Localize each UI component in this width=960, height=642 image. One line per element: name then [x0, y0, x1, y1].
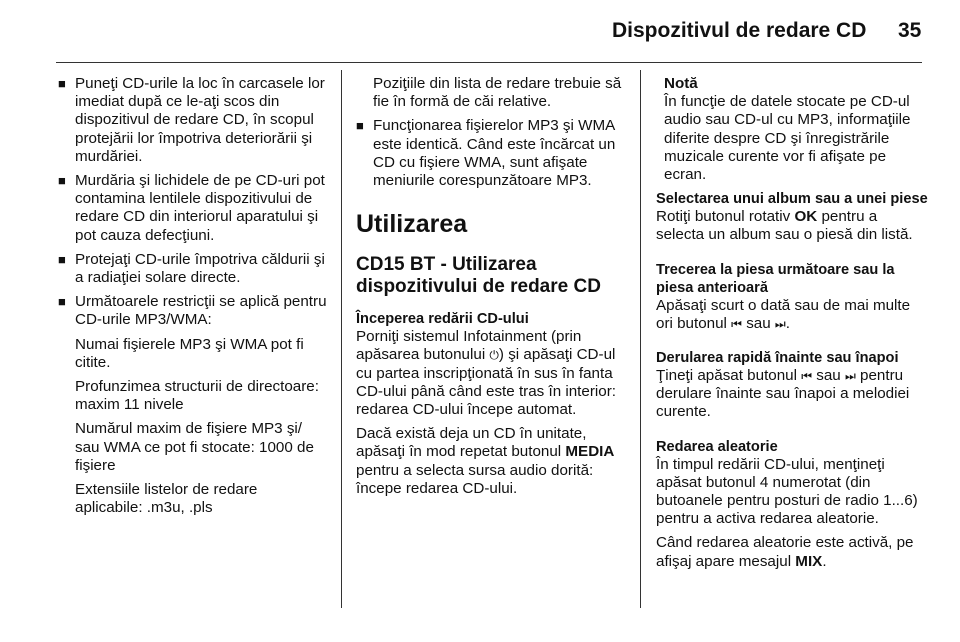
sub-item: Numărul maxim de fişiere MP3 şi/ sau WMA ce pot fi stocate: 1000 de fişiere — [75, 420, 314, 474]
column-divider-2 — [640, 70, 641, 608]
column-1 — [58, 75, 328, 523]
sub-item: Extensiile listelor de redare aplicabile: .m3u, .pls — [75, 481, 258, 517]
page-title: Dispozitivul de redare CD — [612, 19, 867, 42]
list-item: ■ Protejaţi CD-urile împotriva căldurii şi a radiaţiei solare directe. — [58, 250, 325, 287]
bullet-icon: ■ — [58, 76, 66, 91]
bullet-icon: ■ — [58, 251, 66, 267]
mix-message-label: MIX — [795, 552, 823, 570]
paragraph: Dacă există deja un CD în unitate, apăsaţi în mod repetat butonul MEDIA pentru a selecta sursa audio dorită: începe redarea CD-ului. — [356, 425, 615, 497]
note-body: În funcţie de datele stocate pe CD-ul audio sau CD-ul cu MP3, informaţiile diferite despre CD şi înregistrările muzicale curente vor fi afişate pe ecran. — [664, 93, 911, 184]
section-seek — [656, 349, 928, 422]
paragraph: Porniţi sistemul Infotainment (prin apăsarea butonului ⏻) şi apăsaţi CD-ul cu partea inscripţionată în sus în fanta CD-ului până când este tras în interior: redarea CD-ului începe automat. — [356, 328, 617, 419]
paragraph: Apăsaţi scurt o dată sau de mai multe ori butonul ⏮ sau ⏭. — [656, 296, 911, 332]
paragraph: Rotiţi butonul rotativ OK pentru a selecta un album sau o piesă din listă. — [656, 208, 913, 244]
paragraph: În timpul redării CD-ului, menţineţi apăsat butonul 4 numerotat (din butoanele pentru posturi de radio 1...6) pentru a activa redarea aleatorie. — [656, 455, 918, 528]
section-shuffle — [656, 438, 928, 571]
column-divider-1 — [341, 70, 342, 608]
header-divider — [56, 62, 922, 63]
page-number: 35 — [898, 19, 922, 42]
media-button-label: MEDIA — [565, 443, 615, 461]
section-next-prev — [656, 261, 928, 333]
sub-item: Profunzimea structurii de directoare: maxim 11 nivele — [75, 378, 319, 414]
topic-heading: Începerea redării CD-ului — [356, 311, 529, 328]
page-header — [0, 0, 960, 60]
list-item: ■ Puneţi CD-urile la loc în carcasele lor imediat după ce le-aţi scos din dispozitivul de redare CD, în scopul protejării lor împotriva deteriorării şi murdăriei. — [58, 75, 325, 165]
paragraph: Ţineţi apăsat butonul ⏮ sau ⏭ pentru derulare înainte sau înapoi a melodiei curente. — [656, 367, 910, 421]
list-item: ■ Următoarele restricţii se aplică pentru CD-urile MP3/WMA: — [58, 293, 327, 329]
column-2 — [356, 75, 631, 504]
ok-button-label: OK — [794, 208, 818, 226]
list-item: ■ Funcţionarea fişierelor MP3 şi WMA este identică. Când este încărcat un CD cu fişiere WMA, sunt afişate meniurile corespunzătoare MP3. — [356, 117, 616, 190]
sub-item: Poziţiile din lista de redare trebuie să fie în formă de căi relative. — [373, 75, 622, 111]
bullet-icon: ■ — [58, 294, 66, 310]
topic-heading: Derularea rapidă înainte sau înapoi — [656, 350, 899, 367]
paragraph: Când redarea aleatorie este activă, pe afişaj apare mesajul MIX. — [656, 534, 914, 570]
power-icon: ⏻ — [489, 348, 499, 363]
previous-track-icon: ⏮ — [731, 316, 742, 331]
previous-track-icon: ⏮ — [801, 369, 813, 384]
topic-heading: Redarea aleatorie — [656, 438, 778, 455]
bullet-icon: ■ — [356, 118, 364, 134]
subsection-heading: CD15 BT - Utilizarea dispozitivului de redare CD — [356, 254, 601, 298]
note-title: Notă — [664, 75, 698, 92]
sub-item: Numai fişierele MP3 şi WMA pot fi citite. — [75, 335, 304, 371]
list-item: ■ Murdăria şi lichidele de pe CD-uri pot contamina lentilele dispozitivului de redare CD din interiorul aparatului şi pot cauza defecţiuni. — [58, 172, 325, 244]
section-select — [656, 190, 928, 244]
next-track-icon: ⏭ — [774, 316, 786, 331]
topic-heading: Trecerea la piesa următoare sau la piesa anterioară — [656, 261, 895, 296]
topic-heading: Selectarea unui album sau a unei piese — [656, 191, 928, 208]
next-track-icon: ⏭ — [844, 369, 856, 384]
column-3 — [656, 75, 928, 571]
bullet-icon: ■ — [58, 173, 66, 189]
section-heading: Utilizarea — [356, 210, 468, 239]
